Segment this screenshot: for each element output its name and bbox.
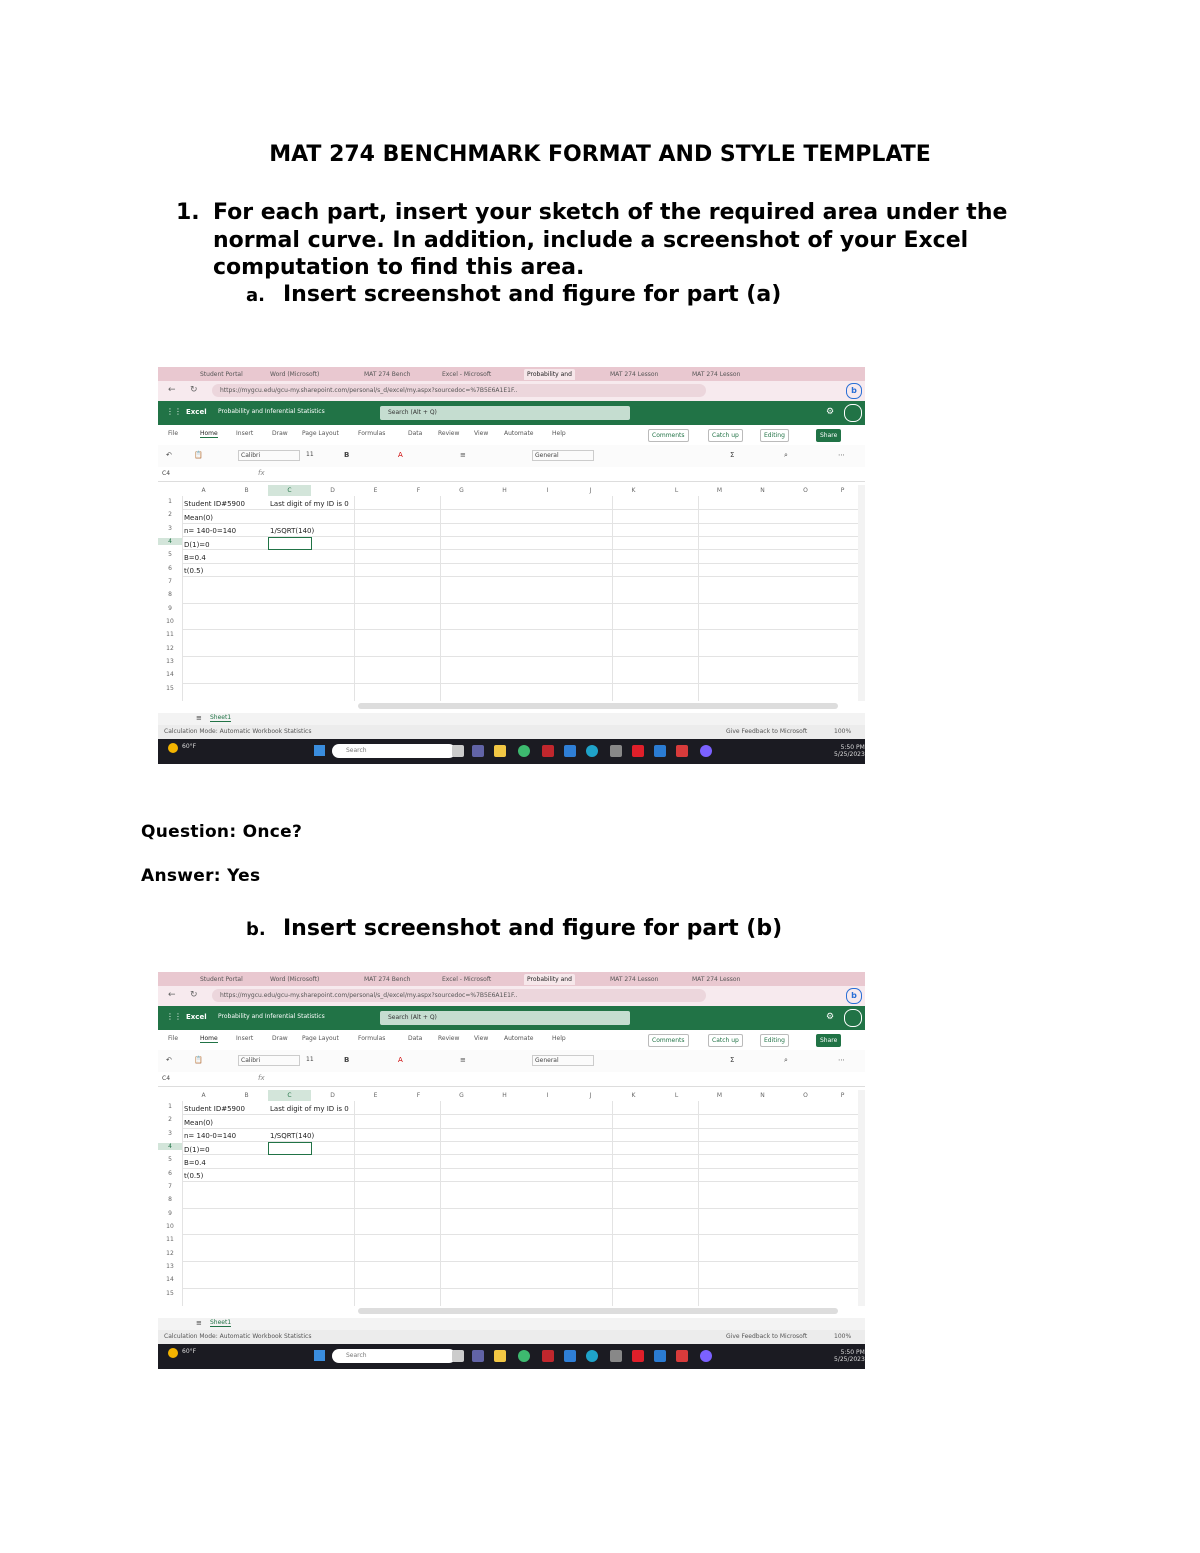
gridline-vertical (612, 496, 613, 701)
excel-search-input[interactable]: Search (Alt + Q) (380, 1011, 630, 1025)
tab-automate[interactable]: Automate (504, 1035, 534, 1042)
cell-a5[interactable]: B=0.4 (184, 1159, 206, 1167)
excel-app-name[interactable]: Excel (186, 1013, 207, 1021)
cell-a1[interactable]: Student ID#5900 (184, 500, 245, 508)
avatar[interactable] (844, 404, 862, 422)
cell-c1[interactable]: Last digit of my ID is 0 (270, 1105, 349, 1113)
gridline-horizontal (182, 683, 858, 684)
cell-c3[interactable]: 1/SQRT(140) (270, 527, 315, 535)
taskbar-search-input[interactable]: Search (332, 744, 456, 758)
row-header[interactable]: 5 (168, 1156, 172, 1163)
browser-tab[interactable]: Excel - Microsoft (442, 371, 492, 378)
browser-tab[interactable]: MAT 274 Lesson (692, 371, 741, 378)
column-header[interactable]: N (760, 1092, 765, 1099)
row-header[interactable]: 1 (168, 1103, 172, 1110)
column-header[interactable]: K (631, 487, 636, 494)
column-header[interactable]: A (201, 487, 206, 494)
row-header[interactable]: 3 (168, 525, 172, 532)
row-header[interactable]: 10 (166, 618, 174, 625)
browser-tab[interactable]: Student Portal (200, 976, 243, 983)
column-header[interactable]: P (840, 487, 845, 494)
row-header[interactable]: 9 (168, 605, 172, 612)
browser-tab-active[interactable]: Probability and (524, 369, 575, 380)
column-header[interactable]: N (760, 487, 765, 494)
status-bar (158, 725, 865, 739)
tab-review[interactable]: Review (438, 430, 460, 437)
tab-draw[interactable]: Draw (272, 1035, 288, 1042)
column-header[interactable]: P (840, 1092, 845, 1099)
column-header[interactable]: L (674, 1092, 679, 1099)
item-number: 1. (176, 200, 200, 225)
gridline-vertical (182, 496, 183, 701)
outlook-icon[interactable] (654, 745, 666, 757)
row-header[interactable]: 6 (168, 565, 172, 572)
app-launcher-icon[interactable]: ⋮⋮ (166, 407, 182, 416)
row-header[interactable]: 15 (166, 1290, 174, 1297)
find-icon[interactable]: ⌕ (784, 451, 788, 459)
gridline-horizontal (182, 1181, 858, 1182)
excel-app-name[interactable]: Excel (186, 408, 207, 416)
cell-a4[interactable]: D(1)=0 (184, 541, 210, 549)
item-text: For each part, insert your sketch of the required area under the normal curve. In addition, include a screenshot of your Excel computation to find this area. (213, 200, 1008, 280)
column-header[interactable]: O (803, 1092, 808, 1099)
more-options-icon[interactable]: ⋯ (838, 1056, 845, 1064)
gridline-horizontal (182, 1168, 858, 1169)
gridline-vertical (698, 496, 699, 701)
column-header[interactable]: H (502, 1092, 507, 1099)
row-header[interactable]: 10 (166, 1223, 174, 1230)
gridline-horizontal (182, 509, 858, 510)
font-color-icon[interactable]: A (398, 451, 403, 459)
active-cell-c4[interactable] (268, 537, 312, 550)
ribbon-menu-tabs (158, 1030, 865, 1050)
browser-tab[interactable]: MAT 274 Lesson (610, 371, 659, 378)
column-header[interactable]: O (803, 487, 808, 494)
ribbon-toolbar (158, 1050, 865, 1073)
media-icon[interactable] (632, 745, 644, 757)
column-header[interactable]: I (546, 487, 549, 494)
gridline-horizontal (182, 523, 858, 524)
part-b-letter: b. (246, 919, 266, 940)
gridline-vertical (612, 1101, 613, 1306)
cell-a6[interactable]: t(0.5) (184, 1172, 204, 1180)
tab-home[interactable]: Home (200, 1035, 218, 1042)
column-header[interactable]: G (459, 1092, 464, 1099)
horizontal-scrollbar[interactable] (358, 703, 838, 709)
media-icon[interactable] (632, 1350, 644, 1362)
column-header[interactable]: K (631, 1092, 636, 1099)
status-left-text: Calculation Mode: Automatic Workbook Statistics (164, 1333, 312, 1340)
weather-temp: 60°F (182, 1348, 197, 1355)
gridline-horizontal (182, 656, 858, 657)
task-view-icon[interactable] (452, 1350, 464, 1362)
back-icon[interactable]: ← (168, 990, 176, 1000)
undo-icon[interactable]: ↶ (166, 451, 172, 459)
app-launcher-icon[interactable]: ⋮⋮ (166, 1012, 182, 1021)
column-header[interactable]: M (716, 487, 723, 494)
feedback-link[interactable]: Give Feedback to Microsoft (726, 728, 808, 735)
sheets-menu-icon[interactable]: ≡ (196, 714, 202, 722)
editing-button[interactable]: Editing (760, 1034, 789, 1047)
spreadsheet-grid[interactable] (158, 1090, 858, 1306)
excel-title-bar (158, 1006, 865, 1030)
windows-taskbar (158, 739, 865, 764)
row-header[interactable]: 7 (168, 1183, 172, 1190)
settings-gear-icon[interactable]: ⚙ (826, 407, 835, 417)
refresh-icon[interactable]: ↻ (190, 990, 198, 1000)
cell-a3[interactable]: n= 140-0=140 (184, 1132, 237, 1140)
bing-icon[interactable]: b (846, 383, 862, 399)
excel-screenshot-a (158, 367, 865, 764)
url-field[interactable]: https://mygcu.edu/gcu-my.sharepoint.com/personal/s_d/excel/my.aspx?sourcedoc=%7B5E6A1E1F.. (212, 384, 706, 397)
row-header[interactable]: 14 (166, 671, 174, 678)
task-view-icon[interactable] (452, 745, 464, 757)
gridline-horizontal (182, 1208, 858, 1209)
gridline-horizontal (182, 629, 858, 630)
sheet-tab-bar (158, 713, 865, 725)
settings-gear-icon[interactable]: ⚙ (826, 1012, 835, 1022)
zoom-level[interactable]: 100% (834, 728, 852, 735)
teams-icon[interactable] (472, 1350, 484, 1362)
url-field[interactable]: https://mygcu.edu/gcu-my.sharepoint.com/personal/s_d/excel/my.aspx?sourcedoc=%7B5E6A1E1F.. (212, 989, 706, 1002)
row-header[interactable]: 4 (158, 1143, 182, 1150)
sheet-tab-sheet1[interactable]: Sheet1 (210, 714, 232, 721)
gridline-horizontal (182, 1261, 858, 1262)
file-explorer-icon[interactable] (494, 1350, 506, 1362)
gridline-vertical (440, 496, 441, 701)
settings-app-icon[interactable] (700, 1350, 712, 1362)
row-header[interactable]: 9 (168, 1210, 172, 1217)
tab-help[interactable]: Help (552, 1035, 566, 1042)
mail-icon[interactable] (564, 1350, 576, 1362)
column-header[interactable]: G (459, 487, 464, 494)
status-bar (158, 1330, 865, 1344)
chrome-icon[interactable] (518, 745, 530, 757)
cell-c3[interactable]: 1/SQRT(140) (270, 1132, 315, 1140)
start-icon[interactable] (314, 745, 325, 756)
gridline-horizontal (182, 1288, 858, 1289)
undo-icon[interactable]: ↶ (166, 1056, 172, 1064)
cell-a4[interactable]: D(1)=0 (184, 1146, 210, 1154)
column-header[interactable]: H (502, 487, 507, 494)
workbook-name[interactable]: Probability and Inferential Statistics (218, 1013, 325, 1020)
security-icon[interactable] (542, 1350, 554, 1362)
catch-up-button[interactable]: Catch up (708, 1034, 743, 1047)
start-icon[interactable] (314, 1350, 325, 1361)
cell-a3[interactable]: n= 140-0=140 (184, 527, 237, 535)
document-title: MAT 274 BENCHMARK FORMAT AND STYLE TEMPLATE (269, 142, 931, 167)
edge-icon[interactable] (586, 1350, 598, 1362)
row-header[interactable]: 12 (166, 1250, 174, 1257)
outlook-icon[interactable] (654, 1350, 666, 1362)
row-header[interactable]: 13 (166, 1263, 174, 1270)
tab-view[interactable]: View (474, 430, 489, 437)
sheets-menu-icon[interactable]: ≡ (196, 1319, 202, 1327)
sheet-tab-bar (158, 1318, 865, 1330)
comments-button[interactable]: Comments (648, 429, 689, 442)
bold-icon[interactable]: B (344, 451, 350, 459)
system-clock[interactable] (834, 1349, 865, 1363)
gridline-horizontal (182, 1128, 858, 1129)
cell-a1[interactable]: Student ID#5900 (184, 1105, 245, 1113)
row-header[interactable]: 15 (166, 685, 174, 692)
excel-title-bar (158, 401, 865, 425)
row-header[interactable]: 12 (166, 645, 174, 652)
gridline-horizontal (182, 576, 858, 577)
excel-screenshot-b (158, 972, 865, 1369)
name-box[interactable]: C4 (162, 1075, 171, 1082)
app-icon[interactable] (610, 1350, 622, 1362)
clock-date: 5/25/2023 (834, 751, 865, 758)
tab-help[interactable]: Help (552, 430, 566, 437)
part-b-text: Insert screenshot and figure for part (b) (283, 916, 783, 941)
zoom-level[interactable]: 100% (834, 1333, 852, 1340)
back-icon[interactable]: ← (168, 385, 176, 395)
avatar[interactable] (844, 1009, 862, 1027)
horizontal-scrollbar[interactable] (358, 1308, 838, 1314)
formula-bar (158, 467, 865, 482)
browser-tab[interactable]: MAT 274 Lesson (610, 976, 659, 983)
font-name-select[interactable]: Calibri (238, 1055, 300, 1066)
answer-text: Answer: Yes (141, 866, 261, 886)
tab-page-layout[interactable]: Page Layout (302, 430, 339, 437)
gridline-vertical (182, 1101, 183, 1306)
row-header[interactable]: 14 (166, 1276, 174, 1283)
clock-date: 5/25/2023 (834, 1356, 865, 1363)
part-a-heading (246, 282, 781, 307)
column-header[interactable]: E (373, 487, 378, 494)
security-icon[interactable] (542, 745, 554, 757)
address-bar-row (158, 986, 865, 1006)
weather-temp: 60°F (182, 743, 197, 750)
refresh-icon[interactable]: ↻ (190, 385, 198, 395)
cell-a6[interactable]: t(0.5) (184, 567, 204, 575)
column-header[interactable]: J (589, 1092, 592, 1099)
browser-tab-strip (158, 972, 865, 986)
cell-c1[interactable]: Last digit of my ID is 0 (270, 500, 349, 508)
row-header[interactable]: 8 (168, 591, 172, 598)
row-header[interactable]: 7 (168, 578, 172, 585)
sum-icon[interactable]: Σ (730, 451, 735, 459)
browser-tab[interactable]: MAT 274 Lesson (692, 976, 741, 983)
paste-icon[interactable]: 📋 (194, 451, 203, 459)
column-header[interactable]: I (546, 1092, 549, 1099)
column-header[interactable]: F (416, 487, 421, 494)
browser-tab[interactable]: Excel - Microsoft (442, 976, 492, 983)
chrome-icon[interactable] (518, 1350, 530, 1362)
gridline-vertical (354, 496, 355, 701)
settings-app-icon[interactable] (700, 745, 712, 757)
font-size-select[interactable]: 11 (306, 451, 314, 458)
share-button[interactable]: Share (816, 1034, 841, 1047)
powerpoint-icon[interactable] (676, 1350, 688, 1362)
sum-icon[interactable]: Σ (730, 1056, 735, 1064)
ribbon-menu-tabs (158, 425, 865, 445)
comments-button[interactable]: Comments (648, 1034, 689, 1047)
workbook-name[interactable]: Probability and Inferential Statistics (218, 408, 325, 415)
row-header[interactable]: 2 (168, 511, 172, 518)
file-explorer-icon[interactable] (494, 745, 506, 757)
column-header[interactable]: F (416, 1092, 421, 1099)
gridline-horizontal (182, 603, 858, 604)
number-format-select[interactable]: General (532, 450, 594, 461)
tab-data[interactable]: Data (408, 1035, 423, 1042)
gridline-vertical (354, 1101, 355, 1306)
column-header[interactable]: A (201, 1092, 206, 1099)
formula-bar (158, 1072, 865, 1087)
status-left-text: Calculation Mode: Automatic Workbook Statistics (164, 728, 312, 735)
tab-file[interactable]: File (168, 430, 179, 437)
tab-home[interactable]: Home (200, 430, 218, 437)
ribbon-toolbar (158, 445, 865, 468)
tab-view[interactable]: View (474, 1035, 489, 1042)
teams-icon[interactable] (472, 745, 484, 757)
browser-tab[interactable]: Word (Microsoft) (270, 976, 320, 983)
cell-a2[interactable]: Mean(0) (184, 514, 213, 522)
row-header[interactable]: 4 (158, 538, 182, 545)
gridline-vertical (440, 1101, 441, 1306)
mail-icon[interactable] (564, 745, 576, 757)
tab-file[interactable]: File (168, 1035, 179, 1042)
gridline-horizontal (182, 1114, 858, 1115)
column-header[interactable]: D (330, 1092, 335, 1099)
gridline-horizontal (182, 1234, 858, 1235)
cell-a2[interactable]: Mean(0) (184, 1119, 213, 1127)
row-header[interactable]: 3 (168, 1130, 172, 1137)
question-text: Question: Once? (141, 822, 303, 842)
column-header[interactable]: C (268, 1090, 311, 1101)
row-header[interactable]: 2 (168, 1116, 172, 1123)
tab-automate[interactable]: Automate (504, 430, 534, 437)
browser-tab-strip (158, 367, 865, 381)
cell-a5[interactable]: B=0.4 (184, 554, 206, 562)
part-a-letter: a. (246, 285, 265, 306)
find-icon[interactable]: ⌕ (784, 1056, 788, 1064)
font-color-icon[interactable]: A (398, 1056, 403, 1064)
part-b-heading (246, 916, 782, 941)
tab-draw[interactable]: Draw (272, 430, 288, 437)
part-a-text: Insert screenshot and figure for part (a) (283, 282, 782, 307)
app-icon[interactable] (610, 745, 622, 757)
windows-taskbar (158, 1344, 865, 1369)
name-box[interactable]: C4 (162, 470, 171, 477)
column-header[interactable]: B (244, 487, 249, 494)
tab-formulas[interactable]: Formulas (358, 430, 386, 437)
row-header[interactable]: 6 (168, 1170, 172, 1177)
bing-icon[interactable]: b (846, 988, 862, 1004)
sheet-tab-sheet1[interactable]: Sheet1 (210, 1319, 232, 1326)
clock-time: 5:50 PM (840, 744, 865, 751)
editing-button[interactable]: Editing (760, 429, 789, 442)
gridline-vertical (698, 1101, 699, 1306)
column-header[interactable]: L (674, 487, 679, 494)
browser-tab[interactable]: MAT 274 Bench (364, 371, 411, 378)
catch-up-button[interactable]: Catch up (708, 429, 743, 442)
number-format-select[interactable]: General (532, 1055, 594, 1066)
tab-formulas[interactable]: Formulas (358, 1035, 386, 1042)
row-header[interactable]: 5 (168, 551, 172, 558)
row-header[interactable]: 13 (166, 658, 174, 665)
more-options-icon[interactable]: ⋯ (838, 451, 845, 459)
feedback-link[interactable]: Give Feedback to Microsoft (726, 1333, 808, 1340)
bold-icon[interactable]: B (344, 1056, 350, 1064)
gridline-horizontal (182, 563, 858, 564)
align-icon[interactable]: ≡ (460, 451, 466, 459)
edge-icon[interactable] (586, 745, 598, 757)
fx-icon: fx (258, 469, 265, 477)
browser-tab[interactable]: MAT 274 Bench (364, 976, 411, 983)
column-header[interactable]: C (268, 485, 311, 496)
tab-insert[interactable]: Insert (236, 430, 254, 437)
paste-icon[interactable]: 📋 (194, 1056, 203, 1064)
column-header[interactable]: M (716, 1092, 723, 1099)
font-name-select[interactable]: Calibri (238, 450, 300, 461)
column-header[interactable]: B (244, 1092, 249, 1099)
font-size-select[interactable]: 11 (306, 1056, 314, 1063)
browser-tab[interactable]: Word (Microsoft) (270, 371, 320, 378)
row-header[interactable]: 1 (168, 498, 172, 505)
column-header[interactable]: J (589, 487, 592, 494)
weather-icon[interactable] (168, 743, 178, 753)
weather-icon[interactable] (168, 1348, 178, 1358)
row-header[interactable]: 11 (166, 631, 174, 638)
tab-data[interactable]: Data (408, 430, 423, 437)
browser-tab[interactable]: Student Portal (200, 371, 243, 378)
share-button[interactable]: Share (816, 429, 841, 442)
row-header[interactable]: 11 (166, 1236, 174, 1243)
align-icon[interactable]: ≡ (460, 1056, 466, 1064)
fx-icon: fx (258, 1074, 265, 1082)
address-bar-row (158, 381, 865, 401)
vertical-scrollbar[interactable] (858, 1090, 865, 1306)
column-header[interactable]: D (330, 487, 335, 494)
vertical-scrollbar[interactable] (858, 485, 865, 701)
tab-page-layout[interactable]: Page Layout (302, 1035, 339, 1042)
system-clock[interactable] (834, 744, 865, 758)
tab-review[interactable]: Review (438, 1035, 460, 1042)
tab-insert[interactable]: Insert (236, 1035, 254, 1042)
column-header[interactable]: E (373, 1092, 378, 1099)
browser-tab-active[interactable]: Probability and (524, 974, 575, 985)
clock-time: 5:50 PM (840, 1349, 865, 1356)
taskbar-search-input[interactable]: Search (332, 1349, 456, 1363)
row-header[interactable]: 8 (168, 1196, 172, 1203)
spreadsheet-grid[interactable] (158, 485, 858, 701)
active-cell-c4[interactable] (268, 1142, 312, 1155)
excel-search-input[interactable]: Search (Alt + Q) (380, 406, 630, 420)
powerpoint-icon[interactable] (676, 745, 688, 757)
